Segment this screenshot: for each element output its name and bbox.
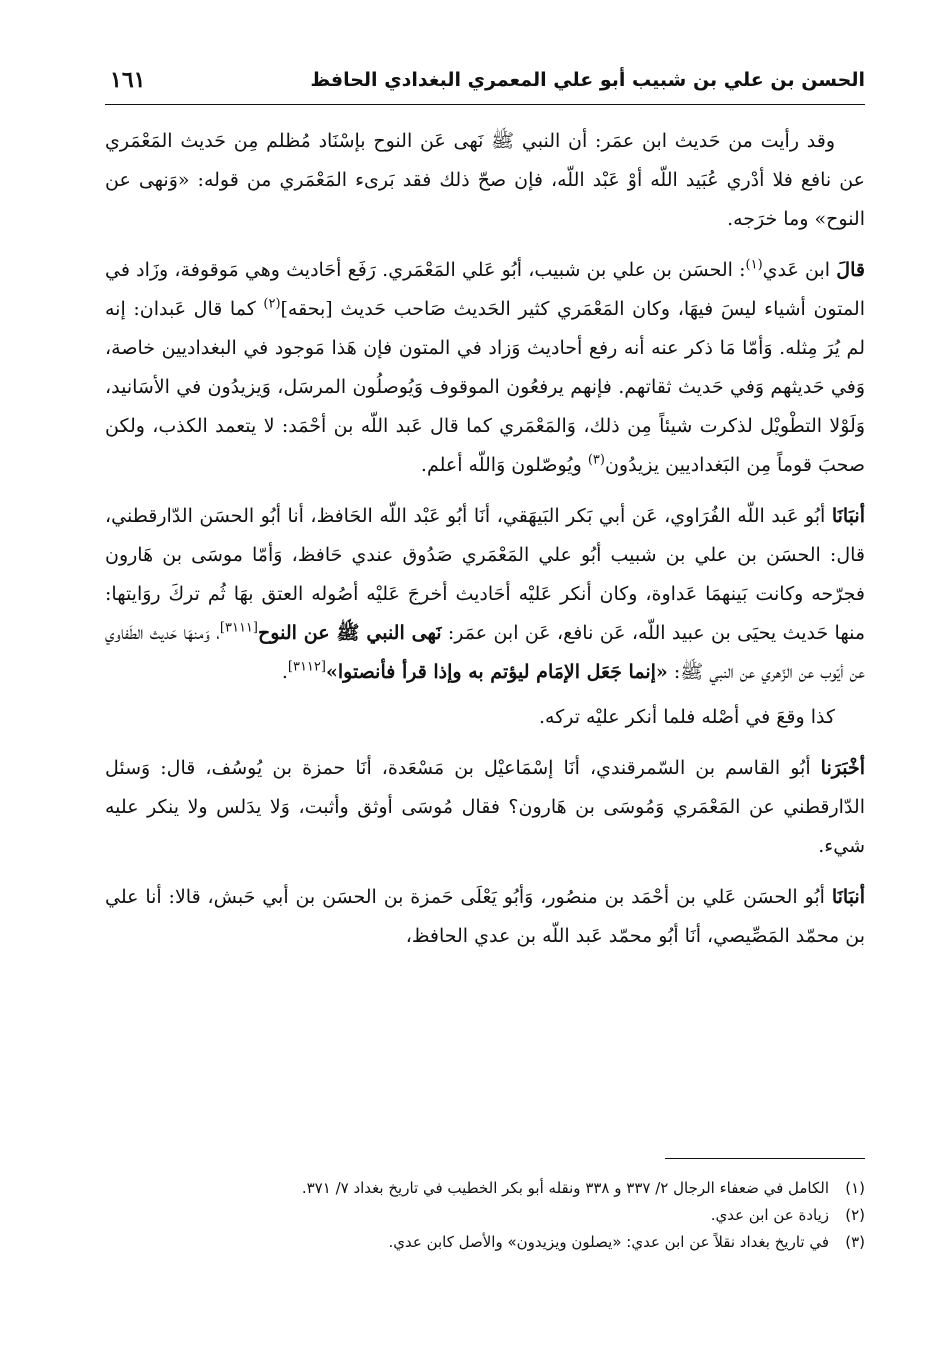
header-rule [105, 104, 865, 105]
paragraph-6 [105, 878, 865, 956]
paragraph-1 [105, 122, 865, 239]
footnote-number: (٣) [845, 1233, 865, 1251]
footnote-ref-2: (٢) [263, 296, 281, 312]
hadith-quote-2: «إنما جَعَل الإمَام ليؤتم به وإذا قرأ فأنصتوا» [325, 661, 668, 683]
paragraph-3-lead: أنبَانَا [831, 505, 865, 527]
footnote [105, 1175, 865, 1202]
paragraph-2-text-c: كما قال عَبدان: إنه لم يُرَ مِثله. وَأمّا مَا ذكر عنه أنه رفع أحاديث وَزاد في المتون فإن هَذا مَوجود في البغداديين خاصة، وَفي حَديثهم وَفي حَديث ثقاتهم. فإنهم يرفعُون الموقوف وَيُوصلُون المرسَل، وَيزيدُون في الأسَانيد، وَلَوْلا التطْويْل لذكرت شيئاً مِن ذلك، وَالمَعْمَري كما قال عَبد اللّه بن أحْمَد: لا يتعمد الكذب، ولكن صحبَ قوماً مِن البَغداديين يزيدُون [105, 298, 865, 476]
paragraph-3-text-a: أبُو عَبد اللّه الفُرَاوي، عَن أبي بَكر البَيهَقي، أنَا أبُو عَبْد اللّه الحَافظ، أنا أبُو الحسَن الدّارقطني، قال: الحسَن بن علي بن شبيب أبُو علي المَعْمَري صَدُوق عندي حَافظ، وَأمّا موسَى بن هَارون فجرّحه وكانت بَينهمَا عَداوة، وكان أنكر عَليْه أحَاديث أخرجَ عَليْه أصُوله العتق بهَا ثُم تركَ روَايتها: منها حَديث يحيَى بن عبيد اللّه، عَن نافع، عَن ابن عمَر: [105, 505, 866, 644]
paragraph-2-text-d: ويُوصّلون وَاللّه أعلم. [420, 454, 588, 476]
footnote [105, 1202, 865, 1229]
paragraph-4-text: كذا وقعَ في أصْله فلما أنكر عليْه تركه. [538, 706, 835, 728]
footnote-number: (١) [845, 1179, 865, 1197]
footnote-number: (٢) [845, 1206, 865, 1224]
paragraph-2-lead: قالَ [836, 259, 865, 281]
paragraph-2-text-b: : الحسَن بن علي بن شبيب، أبُو عَلي المَعْمَري. رَفَع أحَاديث وهي مَوقوفة، وزَاد في المتون أشياء ليسَ فيهَا، وكان المَعْمَري كثير الحَديث صَاحب حَديث [بحقه] [105, 259, 865, 320]
running-header [110, 60, 865, 100]
paragraph-3-text-c: . [281, 661, 288, 683]
paragraph-3-text-b: ، وَمنهَا حَديث الطَفاوي عن أيّوب عن الزّهري عن النبي ﷺ: [105, 622, 865, 683]
paragraph-2-text-a: ابن عَدي [762, 259, 837, 281]
paragraph-4 [105, 698, 865, 737]
paragraph-3 [105, 497, 865, 692]
paragraph-5-lead: أخْبَرَنا [820, 757, 865, 779]
footnote-text: زيادة عن ابن عدي. [710, 1206, 829, 1224]
paragraph-1-text: وقد رأيت من حَديث ابن عمَر: أن النبي ﷺ نَهى عَن النوح بإسْنَاد مُظلم مِن حَديث المَعْمَري عن نافع فلا أدْري عُبَيد اللّه أوْ عَبْد اللّه، فإن صحّ ذلك فقد بَرىء المَعْمَري من قوله: «وَنهى عن النوح» وما خرَجه. [105, 130, 865, 230]
running-title: الحسن بن علي بن شبيب أبو علي المعمري البغدادي الحافظ [310, 69, 865, 91]
paragraph-5 [105, 749, 865, 866]
footnote-text: الكامل في ضعفاء الرجال ٢/ ٣٣٧ و ٣٣٨ ونقله أبو بكر الخطيب في تاريخ بغداد ٧/ ٣٧١. [301, 1179, 829, 1197]
paragraph-5-text: أبُو القاسم بن السّمرقندي، أنَا إسْمَاعيْل بن مَسْعَدة، أنَا حمزة بن يُوسُف، قال: وَسئل الدّارقطني عن المَعْمَري وَمُوسَى بن هَارون؟ فقال مُوسَى أوثق وأثبت، وَلا يدَلس ولا ينكر عليه شيء. [105, 757, 865, 857]
paragraph-6-lead: أنبَانَا [831, 886, 865, 908]
hadith-number-1: [٣١١١] [219, 620, 258, 636]
paragraph-2 [105, 251, 865, 485]
footnote-ref-3: (٣) [587, 452, 605, 468]
footnote-ref-1: (١) [745, 257, 763, 273]
paragraph-6-text: أبُو الحسَن عَلي بن أحْمَد بن منصُور، وَأبُو يَعْلَى حَمزة بن الحسَن بن أبي حَبش، قالا: أنا علي بن محمّد المَصِّيصي، أنَا أبُو محمّد عَبد اللّه بن عدي الحافظ، [105, 886, 865, 947]
page-number: ١٦١ [110, 67, 146, 93]
hadith-number-2: [٣١١٢] [287, 659, 326, 675]
footnotes [105, 1175, 865, 1256]
footnote-text: في تاريخ بغداد نقلاً عن ابن عدي: «يصلون ويزيدون» والأصل كابن عدي. [388, 1233, 829, 1251]
footnote-rule [665, 1158, 865, 1159]
footnote [105, 1229, 865, 1256]
hadith-quote-1: نَهى النبي ﷺ عن النوح [258, 622, 442, 644]
main-text [105, 122, 865, 968]
